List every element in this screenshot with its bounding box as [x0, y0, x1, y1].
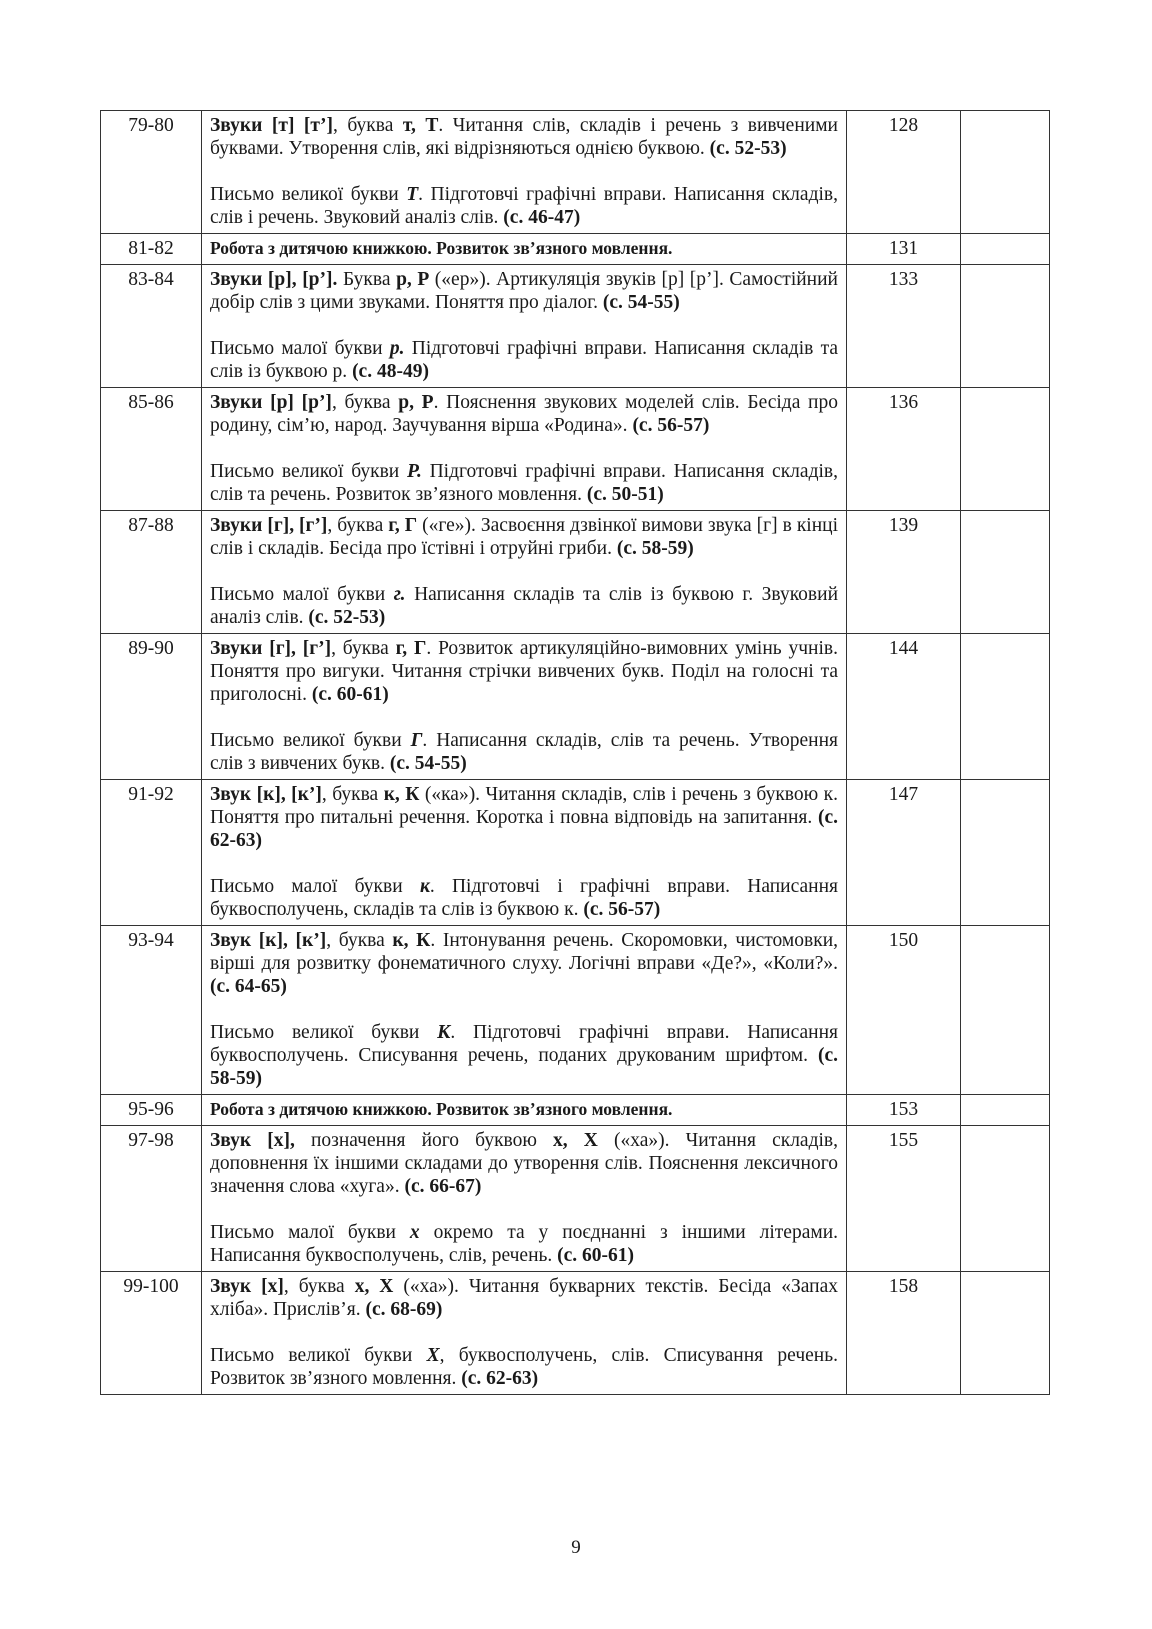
page-reference-cell: 139: [847, 511, 961, 634]
lesson-topic-paragraph: [210, 268, 838, 314]
notes-cell: [961, 234, 1050, 265]
lesson-topic-cell: [202, 111, 847, 234]
text-segment: (с. 54-55): [602, 292, 680, 313]
text-segment: Робота з дитячою книжкою. Розвиток зв’язного мовлення.: [210, 1099, 673, 1119]
text-segment: Підготовчі графічні вправи. Написання складів, слів та речень. Розвиток зв’язного мовлення.: [210, 461, 838, 505]
notes-cell: [961, 1095, 1050, 1126]
notes-cell: [961, 265, 1050, 388]
page-reference-cell: 128: [847, 111, 961, 234]
notes-cell: [961, 111, 1050, 234]
text-segment: (с. 48-49): [352, 361, 429, 382]
lesson-topic-paragraph: [210, 460, 838, 506]
lesson-number-cell: 87-88: [101, 511, 202, 634]
notes-cell: [961, 388, 1050, 511]
page-reference-cell: 136: [847, 388, 961, 511]
text-segment: (с. 60-61): [557, 1245, 635, 1266]
text-segment: Письмо великої букви: [210, 730, 411, 751]
lesson-topic-paragraph: [210, 1275, 838, 1321]
text-segment: позначення його буквою: [294, 1130, 554, 1151]
text-segment: (с. 64-65): [210, 976, 287, 997]
text-segment: Письмо малої букви: [210, 1222, 410, 1243]
lesson-topic-paragraph: [210, 783, 838, 852]
lesson-topic-paragraph: [210, 1129, 838, 1198]
lesson-topic-paragraph: [210, 583, 838, 629]
lesson-topic-cell: [202, 634, 847, 780]
text-segment: (с. 68-69): [365, 1299, 443, 1320]
text-segment: Звук [к], [к’]: [210, 930, 327, 951]
lesson-topic-paragraph: [210, 1098, 838, 1121]
lesson-topic-cell: [202, 511, 847, 634]
text-segment: Г: [410, 730, 423, 751]
text-segment: , буква: [331, 392, 399, 413]
text-segment: Звуки [г], [г’]: [210, 638, 332, 659]
lesson-topic-cell: [202, 1095, 847, 1126]
text-segment: окремо та у поєднанні з іншими літерами. Написання буквосполучень, слів, речень.: [210, 1222, 839, 1266]
lesson-topic-paragraph: [210, 237, 838, 260]
text-segment: . Написання складів, слів та речень. Утворення слів з вивчених букв.: [210, 730, 838, 774]
text-segment: (с. 58-59): [210, 1045, 838, 1089]
text-segment: , буква: [327, 515, 389, 536]
text-segment: Письмо малої букви: [210, 584, 394, 605]
lesson-topic-cell: [202, 1272, 847, 1395]
text-segment: х, Х: [354, 1276, 394, 1297]
text-segment: Письмо великої букви: [210, 1022, 438, 1043]
text-segment: (с. 62-63): [461, 1368, 539, 1389]
text-segment: р.: [389, 338, 405, 359]
lesson-topic-paragraph: [210, 1021, 838, 1090]
notes-cell: [961, 1126, 1050, 1272]
table-row: [101, 511, 1050, 634]
text-segment: Написання складів та слів із буквою г. Звуковий аналіз слів.: [210, 584, 838, 628]
text-segment: Письмо великої букви: [210, 1345, 427, 1366]
text-segment: Письмо великої букви: [210, 184, 407, 205]
lesson-topic-paragraph: [210, 391, 838, 437]
lesson-number-cell: 99-100: [101, 1272, 202, 1395]
text-segment: , буква: [283, 1276, 355, 1297]
text-segment: , буквосполучень, слів. Списування речень. Розвиток зв’язного мовлення.: [210, 1345, 838, 1389]
text-segment: к, К: [383, 784, 420, 805]
table-row: [101, 780, 1050, 926]
lesson-topic-cell: [202, 265, 847, 388]
text-segment: («ка»). Читання складів, слів і речень з буквою к. Поняття про питальні речення. Коротка і повна відповідь на запитання.: [210, 784, 839, 828]
page-reference-cell: 131: [847, 234, 961, 265]
text-segment: («ер»). Артикуляція звуків [р] [р’]. Самостійний добір слів з цими звуками. Поняття про діалог.: [210, 269, 838, 313]
page-reference-cell: 150: [847, 926, 961, 1095]
lesson-topic-paragraph: [210, 114, 838, 160]
table-row: [101, 1126, 1050, 1272]
text-segment: . Пояснення звукових моделей слів. Бесіда про родину, сім’ю, народ. Заучування вірша «Родина».: [210, 392, 838, 436]
lesson-topic-cell: [202, 234, 847, 265]
lesson-topic-paragraph: [210, 1221, 838, 1267]
lesson-number-cell: 97-98: [101, 1126, 202, 1272]
lesson-topic-cell: [202, 780, 847, 926]
text-segment: т, Т: [402, 115, 439, 136]
text-segment: Письмо малої букви: [210, 338, 390, 359]
text-segment: г, Г: [395, 638, 427, 659]
lesson-number-cell: 89-90: [101, 634, 202, 780]
text-segment: Звуки [г], [г’]: [210, 515, 328, 536]
text-segment: (с. 66-67): [404, 1176, 482, 1197]
lesson-topic-paragraph: [210, 929, 838, 998]
text-segment: , буква: [332, 115, 403, 136]
lesson-number-cell: 79-80: [101, 111, 202, 234]
text-segment: Звуки [т] [т’]: [210, 115, 333, 136]
text-segment: (с. 58-59): [616, 538, 694, 559]
page-reference-cell: 158: [847, 1272, 961, 1395]
text-segment: Звук [х]: [210, 1276, 284, 1297]
page-reference-cell: 147: [847, 780, 961, 926]
page-reference-cell: 155: [847, 1126, 961, 1272]
text-segment: к: [419, 876, 430, 897]
page-reference-cell: 153: [847, 1095, 961, 1126]
text-segment: («ха»). Читання букварних текстів. Бесіда «Запах хліба». Прислів’я.: [210, 1276, 839, 1320]
text-segment: (с. 62-63): [210, 807, 838, 851]
lesson-topic-paragraph: [210, 337, 838, 383]
lesson-number-cell: 81-82: [101, 234, 202, 265]
text-segment: Буква: [337, 269, 397, 290]
text-segment: р, Р: [396, 269, 430, 290]
text-segment: . Підготовчі графічні вправи. Написання буквосполучень. Списування речень, поданих друкованим шрифтом.: [210, 1022, 838, 1066]
text-segment: Звук [к], [к’]: [210, 784, 322, 805]
lesson-number-cell: 95-96: [101, 1095, 202, 1126]
text-segment: х: [409, 1222, 420, 1243]
lesson-number-cell: 93-94: [101, 926, 202, 1095]
lesson-topic-paragraph: [210, 875, 838, 921]
text-segment: Р.: [406, 461, 422, 482]
text-segment: к, К: [392, 930, 431, 951]
text-segment: г, Г: [388, 515, 418, 536]
text-segment: х, Х: [553, 1130, 598, 1151]
text-segment: Т: [406, 184, 419, 205]
lesson-number-cell: 83-84: [101, 265, 202, 388]
text-segment: («ха»). Читання складів, доповнення їх іншими складами до утворення слів. Пояснення лексичного значення слова «хуга».: [210, 1130, 839, 1197]
text-segment: («ге»). Засвоєння дзвінкої вимови звука [г] в кінці слів і складів. Бесіда про їстівні і отруйні гриби.: [210, 515, 838, 559]
text-segment: Робота з дитячою книжкою. Розвиток зв’язного мовлення.: [210, 238, 673, 258]
text-segment: Х: [426, 1345, 440, 1366]
lesson-topic-cell: [202, 1126, 847, 1272]
notes-cell: [961, 634, 1050, 780]
lesson-number-cell: 85-86: [101, 388, 202, 511]
text-segment: (с. 52-53): [709, 138, 787, 159]
lesson-topic-paragraph: [210, 729, 838, 775]
text-segment: Письмо малої букви: [210, 876, 420, 897]
notes-cell: [961, 926, 1050, 1095]
text-segment: , буква: [321, 784, 384, 805]
text-segment: К: [437, 1022, 451, 1043]
lesson-topic-cell: [202, 388, 847, 511]
lesson-topic-paragraph: [210, 637, 838, 706]
lesson-topic-paragraph: [210, 1344, 838, 1390]
text-segment: (с. 46-47): [503, 207, 581, 228]
lesson-topic-paragraph: [210, 183, 838, 229]
table-row: [101, 111, 1050, 234]
page-reference-cell: 144: [847, 634, 961, 780]
table-row: [101, 1095, 1050, 1126]
text-segment: Звуки [р] [р’]: [210, 392, 332, 413]
lesson-topic-paragraph: [210, 514, 838, 560]
text-segment: р, Р: [398, 392, 434, 413]
text-segment: (с. 60-61): [311, 684, 389, 705]
text-segment: (с. 54-55): [389, 753, 467, 774]
table-row: [101, 265, 1050, 388]
text-segment: . Підготовчі графічні вправи. Написання складів, слів і речень. Звуковий аналіз слів.: [210, 184, 838, 228]
text-segment: г.: [393, 584, 406, 605]
text-segment: Звук [х],: [210, 1130, 295, 1151]
text-segment: , буква: [331, 638, 396, 659]
page-reference-cell: 133: [847, 265, 961, 388]
table-row: [101, 634, 1050, 780]
text-segment: (с. 52-53): [308, 607, 386, 628]
lesson-number-cell: 91-92: [101, 780, 202, 926]
table-row: [101, 388, 1050, 511]
lesson-plan-body: [101, 111, 1050, 1395]
text-segment: Письмо великої букви: [210, 461, 407, 482]
lesson-plan-table: [100, 110, 1050, 1395]
notes-cell: [961, 780, 1050, 926]
notes-cell: [961, 1272, 1050, 1395]
notes-cell: [961, 511, 1050, 634]
text-segment: . Читання слів, складів і речень з вивченими буквами. Утворення слів, які відрізняються однією буквою.: [210, 115, 838, 159]
text-segment: (с. 56-57): [583, 899, 661, 920]
text-segment: (с. 56-57): [632, 415, 710, 436]
text-segment: . Розвиток артикуляційно-вимовних умінь учнів. Поняття про вигуки. Читання стрічки вивчених букв. Поділ на голосні та приголосні.: [210, 638, 838, 705]
table-row: [101, 926, 1050, 1095]
text-segment: Звуки [р], [р’].: [210, 269, 338, 290]
table-row: [101, 1272, 1050, 1395]
text-segment: (с. 50-51): [586, 484, 664, 505]
text-segment: Підготовчі графічні вправи. Написання складів та слів із буквою р.: [210, 338, 838, 382]
text-segment: , буква: [326, 930, 393, 951]
text-segment: . Інтонування речень. Скоромовки, чистомовки, вірші для розвитку фонематичного слуху. Логічні вправи «Де?», «Коли?».: [210, 930, 839, 974]
table-row: [101, 234, 1050, 265]
text-segment: . Підготовчі і графічні вправи. Написання буквосполучень, складів та слів із буквою к.: [210, 876, 838, 920]
page-number: 9: [571, 1537, 581, 1558]
lesson-topic-cell: [202, 926, 847, 1095]
